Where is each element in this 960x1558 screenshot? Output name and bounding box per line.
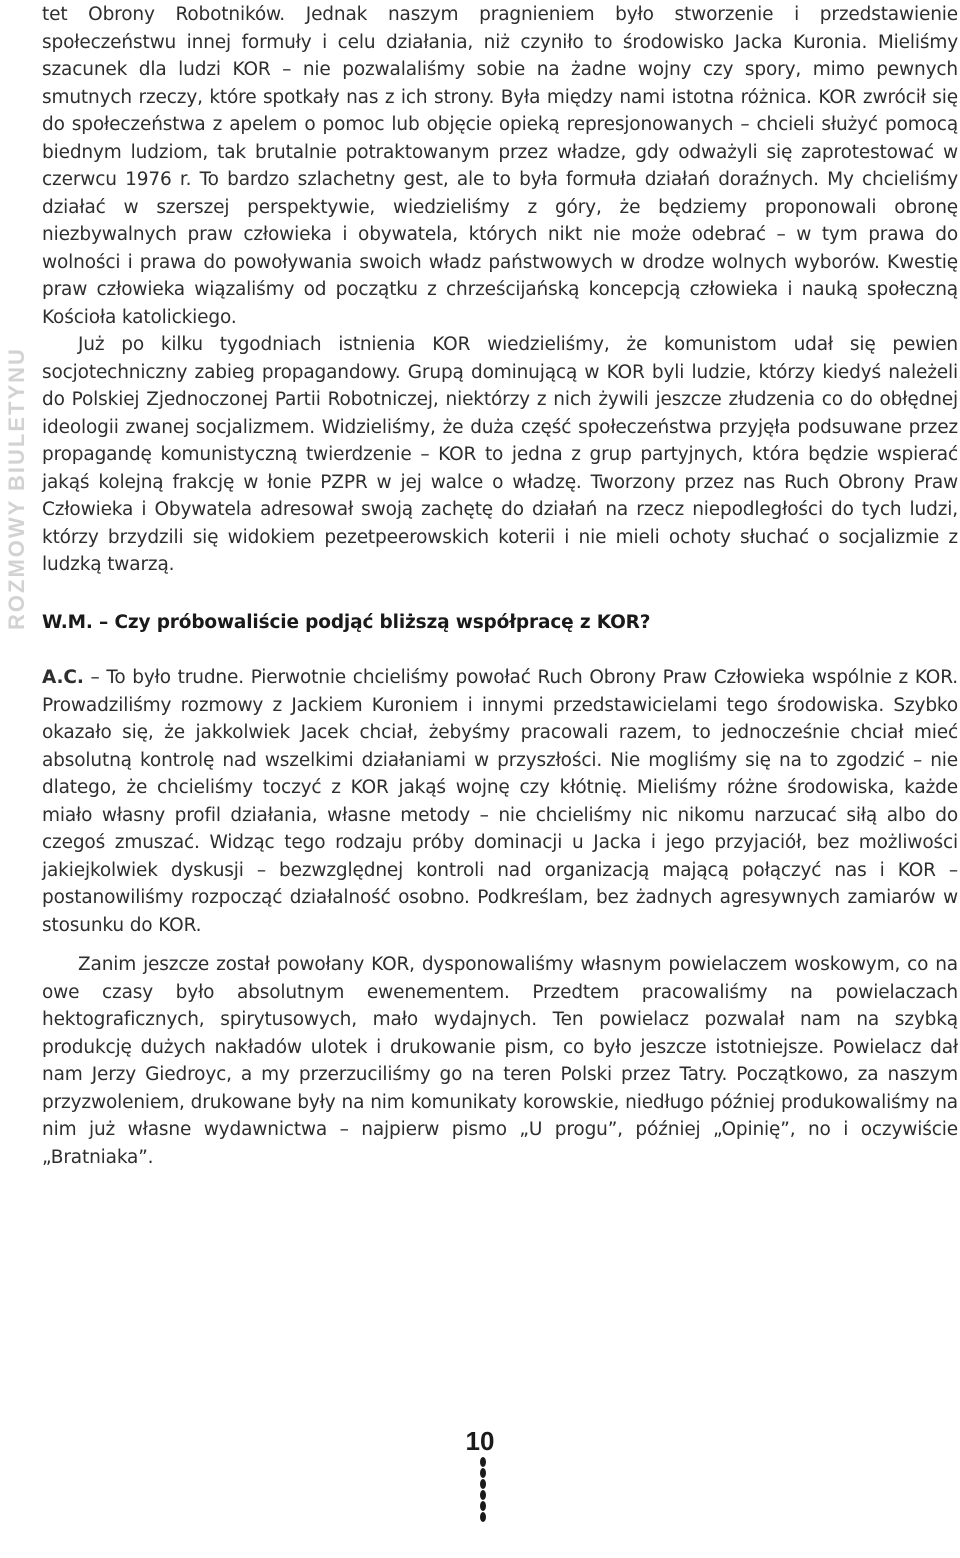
paragraph-2: Już po kilku tygodniach istnienia KOR wiedzieliśmy, że komunistom udał się pewien socjotechniczny zabieg propagandowy. Grupą dominującą w KOR byli ludzie, którzy kiedyś należeli do Polskiej Zjednoczonej Partii Robotniczej, niektórzy z nich żywili jeszcze złudzenia co do obłędnej ideologii zwanej socjalizmem. Widzieliśmy, że duża część społeczeństwa przyjęła podsuwane przez propagandę komunistyczną twierdzenie – KOR to jedna z grup partyjnych, która będzie wspierać jakąś kolejną frakcję w łonie PZPR w jej walce o władzę. Tworzony przez nas Ruch Obrony Praw Człowieka i Obywatela adresował swoją zachętę do działań na rzecz niepodległości do tych ludzi, którzy brzydzili się widokiem pezetpeerowskich koterii i nie mieli ochoty słuchać o socjalizmie z ludzką twarzą. xyxy=(42,334,958,575)
answer-paragraph xyxy=(42,664,958,939)
side-label: ROZMOWY BIULETYNU xyxy=(4,347,29,630)
side-tab xyxy=(0,0,30,640)
answer-speaker: A.C. xyxy=(42,667,84,688)
rope-ornament-icon xyxy=(476,1456,490,1526)
paragraph-1: tet Obrony Robotników. Jednak naszym pragnieniem było stworzenie i przedstawienie społeczeństwu innej formuły i celu działania, niż czyniło to środowisko Jacka Kuronia. Mieliśmy szacunek dla ludzi KOR – nie pozwalaliśmy sobie na żadne wojny czy spory, mimo pewnych smutnych rzeczy, które spotkały nas z ich strony. Była między nami istotna różnica. KOR zwrócił się do społeczeństwa z apelem o pomoc lub objęcie opieką represjonowanych – chcieli służyć pomocą biednym ludziom, tak brutalnie potraktowanym przez władze, gdy odważyli się zaprotestować w czerwcu 1976 r. To bardzo szlachetny gest, ale to była formuła działań doraźnych. My chcieliśmy działać w szerszej perspektywie, wiedzieliśmy z góry, że będziemy proponowali obronę niezbywalnych praw człowieka i obywatela, których nikt nie może odebrać – w tym prawa do wolności i prawa do powoływania swoich władz państwowych w drodze wolnych wyborów. Kwestię praw człowieka wiązaliśmy od początku z chrześcijańską koncepcją człowieka i nauką społeczną Kościoła katolickiego. xyxy=(42,4,958,328)
article-body xyxy=(42,0,958,1171)
page-number: 10 xyxy=(465,1426,495,1456)
interview-question: W.M. – Czy próbowaliście podjąć bliższą współpracę z KOR? xyxy=(42,611,651,633)
paragraph-4: Zanim jeszcze został powołany KOR, dysponowaliśmy własnym powielaczem woskowym, co na owe czasy było absolutnym ewenementem. Przedtem pracowaliśmy na powielaczach hektograficznych, spirytusowych, mało wydajnych. Ten powielacz pozwalał nam na szybką produkcję dużych nakładów ulotek i drukowanie pism, co było jeszcze istotniejsze. Powielacz dał nam Jerzy Giedroyc, a my przerzuciliśmy go na teren Polski przez Tatry. Początkowo, za naszym przyzwoleniem, drukowane były na nim komunikaty korowskie, niedługo później produkowaliśmy na nim już własne wydawnictwa – najpierw pismo „U progu”, później „Opinię”, no i oczywiście „Bratniaka”. xyxy=(42,954,958,1168)
answer-text: – To było trudne. Pierwotnie chcieliśmy powołać Ruch Obrony Praw Człowieka wspólnie z KOR. Prowadziliśmy rozmowy z Jackiem Kuroniem i innymi przedstawicielami tego środowiska. Szybko okazało się, że jakkolwiek Jacek chciał, żebyśmy pracowali razem, to jednocześnie chciał mieć absolutną kontrolę nad wszelkimi działaniami w przyszłości. Nie mogliśmy się na to zgodzić – nie dlatego, że chcieliśmy toczyć z KOR jakąś wojnę czy kłótnię. Mieliśmy różne środowiska, każde miało własny profil działania, własne metody – nie chcieliśmy nic nikomu narzucać siłą albo do czegoś zmuszać. Widząc tego rodzaju próby dominacji u Jacka i jego przyjaciół, bez możliwości jakiejkolwiek dyskusji – bezwzględnej kontroli nad organizacją mającą połączyć nas i KOR – postanowiliśmy rozpocząć działalność osobno. Podkreślam, bez żadnych agresywnych zamiarów w stosunku do KOR. xyxy=(42,667,958,936)
